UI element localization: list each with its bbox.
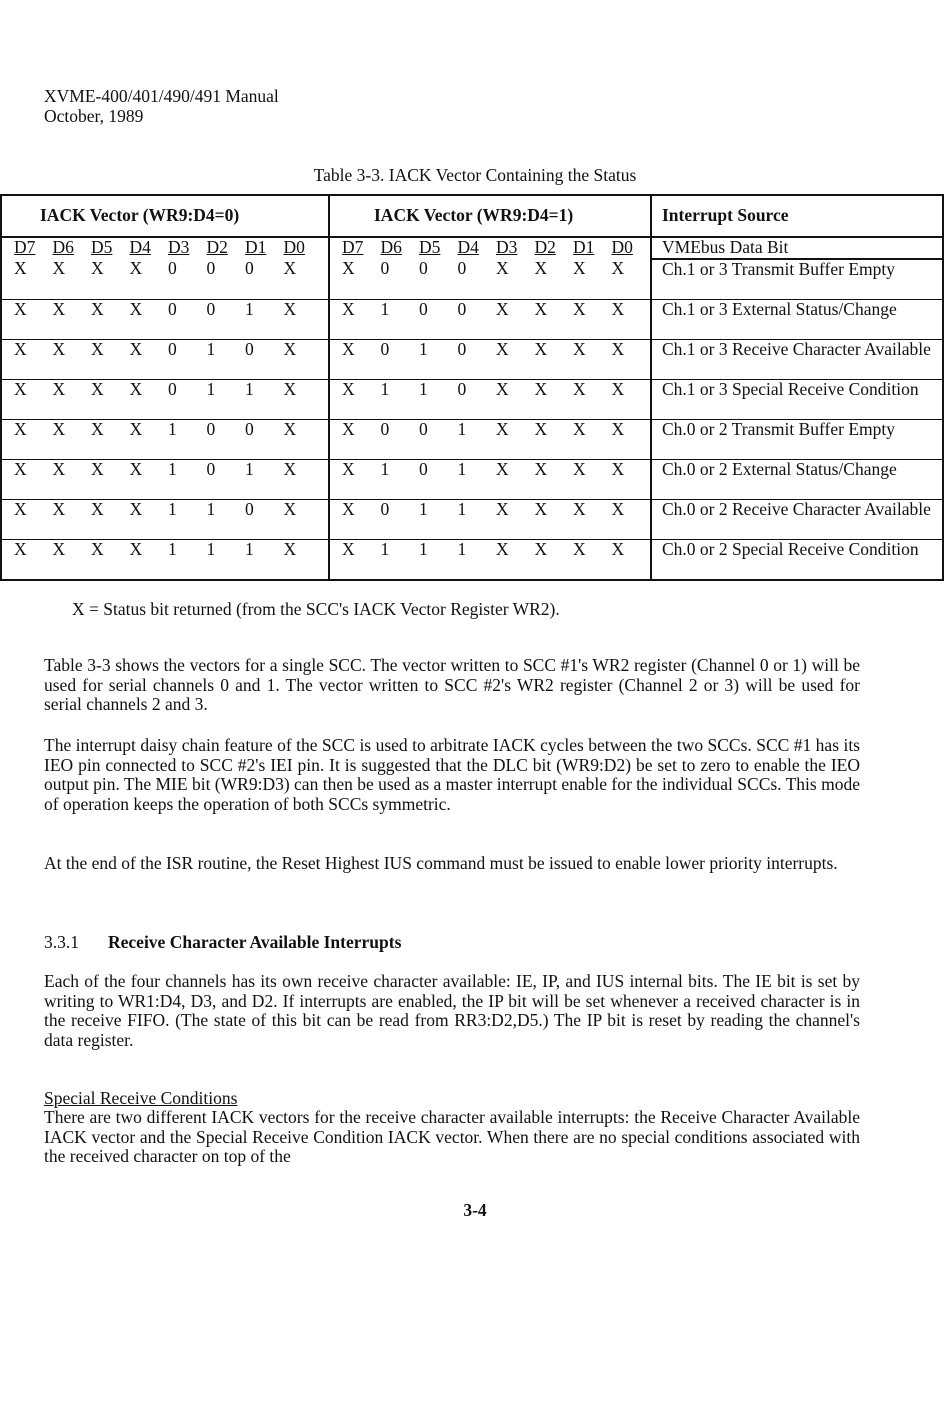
vector-wr9-d4-0-cell: [1, 340, 329, 380]
bit-value: 0: [419, 419, 428, 439]
bit-value: X: [91, 299, 104, 319]
bit-value: X: [342, 299, 355, 319]
bit-value: 1: [206, 339, 216, 359]
bit-value: X: [129, 379, 143, 399]
bit-value: 1: [168, 419, 177, 439]
bit-value: 1: [245, 299, 254, 319]
bit-value: 0: [380, 499, 390, 519]
bit-values: [330, 460, 650, 480]
bit-value: 0: [457, 379, 467, 399]
vector-wr9-d4-1-cell: [329, 540, 651, 581]
bit-value: X: [573, 339, 586, 359]
bit-value: X: [496, 339, 509, 359]
bit-value: X: [496, 459, 509, 479]
bit-value: 1: [457, 499, 467, 519]
vector-wr9-d4-0-cell: [1, 380, 329, 420]
bit-value: 1: [380, 539, 390, 559]
bit-value: 0: [457, 299, 467, 319]
bit-value: X: [91, 339, 104, 359]
bit-values: [330, 500, 650, 520]
bit-value: X: [52, 379, 66, 399]
table-note: X = Status bit returned (from the SCC's IACK Vector Register WR2).: [72, 599, 560, 619]
col-header-wr9-d4-0: IACK Vector (WR9:D4=0): [1, 195, 329, 237]
vector-wr9-d4-1-cell: [329, 500, 651, 540]
bit-values: [2, 460, 328, 480]
bit-value: X: [573, 258, 586, 278]
subheading-special-receive: Special Receive Conditions: [44, 1088, 238, 1108]
bit-value: 1: [380, 299, 390, 319]
source-header-vmebus: VMEbus Data Bit: [651, 237, 943, 259]
bit-label: D6: [380, 237, 402, 257]
interrupt-source-text: Ch.0 or 2 External Status/Change: [662, 459, 897, 479]
interrupt-source-text: Ch.1 or 3 External Status/Change: [662, 299, 897, 319]
bit-value: 0: [245, 339, 254, 359]
bit-values: [330, 380, 650, 400]
bit-value: X: [14, 258, 27, 278]
bit-value: X: [342, 499, 355, 519]
bit-value: 1: [380, 379, 390, 399]
bit-value: 1: [168, 539, 177, 559]
bit-value: X: [611, 339, 625, 359]
bit-value: X: [342, 379, 355, 399]
bit-values: [2, 259, 328, 279]
bit-value: X: [573, 299, 586, 319]
bit-value: 1: [419, 539, 428, 559]
bit-value: X: [283, 379, 297, 399]
vector-wr9-d4-1-cell: [329, 340, 651, 380]
bit-value: X: [342, 539, 355, 559]
bit-value: X: [534, 379, 548, 399]
bit-value: X: [496, 379, 509, 399]
bit-label: D2: [206, 237, 228, 257]
table-row: [1, 340, 943, 380]
vector-wr9-d4-0-cell: [1, 500, 329, 540]
col-header-wr9-d4-1: IACK Vector (WR9:D4=1): [329, 195, 651, 237]
interrupt-source-cell: [651, 380, 943, 420]
bit-value: 0: [168, 339, 177, 359]
bit-label: D3: [496, 237, 518, 257]
interrupt-source-text: Ch.0 or 2 Receive Character Available: [662, 499, 931, 519]
vector-wr9-d4-1-cell: [329, 380, 651, 420]
bit-value: X: [91, 419, 104, 439]
bit-value: 0: [380, 419, 390, 439]
bit-value: 1: [457, 419, 467, 439]
bit-value: X: [91, 379, 104, 399]
bit-label: D1: [573, 237, 595, 257]
table-row: [1, 300, 943, 340]
bit-label: D5: [91, 237, 113, 257]
bit-value: 0: [380, 258, 390, 278]
bit-value: X: [283, 539, 297, 559]
bit-value: X: [91, 539, 104, 559]
iack-vector-table: [0, 194, 944, 581]
interrupt-source-text: Ch.1 or 3 Transmit Buffer Empty: [662, 259, 896, 279]
bit-value: X: [283, 459, 297, 479]
bit-value: X: [91, 459, 104, 479]
paragraph-isr-reset: At the end of the ISR routine, the Reset Highest IUS command must be issued to enable lower priority interrupts.: [44, 853, 838, 873]
table-bit-label-row: [1, 237, 943, 259]
bit-value: 1: [206, 499, 216, 519]
bit-label: D2: [534, 237, 556, 257]
bit-value: X: [129, 419, 143, 439]
bit-value: X: [611, 419, 625, 439]
bit-value: 0: [419, 258, 428, 278]
bit-value: 0: [380, 339, 390, 359]
interrupt-source-cell: [651, 460, 943, 500]
bit-value: 0: [206, 419, 216, 439]
bit-value: 1: [419, 499, 428, 519]
bit-value: X: [129, 539, 143, 559]
bit-value: 1: [245, 459, 254, 479]
table-row: [1, 259, 943, 300]
bit-label: D4: [457, 237, 479, 257]
bit-labels-group-1: [330, 238, 650, 258]
bit-value: X: [534, 419, 548, 439]
bit-value: 1: [206, 539, 216, 559]
col-header-interrupt-source: Interrupt Source: [651, 195, 943, 237]
bit-value: X: [14, 379, 27, 399]
table-row: [1, 380, 943, 420]
bit-values: [2, 300, 328, 320]
bit-value: X: [611, 539, 625, 559]
bit-label: D7: [342, 237, 364, 257]
bit-value: X: [14, 459, 27, 479]
bit-value: X: [534, 339, 548, 359]
bit-value: X: [52, 459, 66, 479]
bit-value: X: [496, 539, 509, 559]
bit-value: 1: [168, 499, 177, 519]
bit-value: X: [14, 299, 27, 319]
bit-value: X: [14, 419, 27, 439]
bit-value: X: [611, 379, 625, 399]
section-title: Receive Character Available Interrupts: [108, 932, 402, 952]
bit-value: X: [342, 419, 355, 439]
bit-value: X: [534, 258, 548, 278]
bit-value: 1: [380, 459, 390, 479]
bit-value: X: [91, 258, 104, 278]
bit-value: X: [496, 299, 509, 319]
bit-value: X: [52, 499, 66, 519]
interrupt-source-text: Ch.1 or 3 Receive Character Available: [662, 339, 931, 359]
bit-value: 0: [168, 379, 177, 399]
bit-value: 1: [457, 539, 467, 559]
vector-wr9-d4-1-cell: [329, 300, 651, 340]
bit-value: X: [14, 499, 27, 519]
bit-value: 0: [206, 258, 216, 278]
bit-value: X: [283, 299, 297, 319]
bit-value: X: [342, 459, 355, 479]
paragraph-table-description: Table 3-3 shows the vectors for a single SCC. The vector written to SCC #1's WR2 register (Channel 0 or 1) will be used for serial channels 0 and 1. The vector written to SCC #2's WR2 register (Channel 2 or 3) will be used for serial channels 2 and 3.: [44, 655, 860, 714]
bit-value: 0: [206, 459, 216, 479]
interrupt-source-cell: [651, 259, 943, 300]
vector-wr9-d4-0-cell: [1, 460, 329, 500]
bit-value: 0: [419, 299, 428, 319]
bit-value: X: [283, 499, 297, 519]
bit-value: 0: [419, 459, 428, 479]
bit-value: 1: [419, 379, 428, 399]
bit-value: 1: [419, 339, 428, 359]
bit-value: 1: [206, 379, 216, 399]
section-heading: [44, 932, 401, 953]
paragraph-special-receive: There are two different IACK vectors for the receive character available interrupts: the Receive Character Available IACK vector and the Special Receive Condition IACK vector. When there are no special conditions associated with the received character on top of the: [44, 1107, 860, 1166]
bit-value: X: [534, 499, 548, 519]
bit-values: [2, 500, 328, 520]
bit-value: 0: [457, 258, 467, 278]
bit-value: X: [534, 299, 548, 319]
interrupt-source-cell: [651, 420, 943, 460]
bit-values: [2, 340, 328, 360]
table-row: [1, 460, 943, 500]
interrupt-source-cell: [651, 340, 943, 380]
bit-values: [330, 340, 650, 360]
bit-value: X: [573, 459, 586, 479]
bit-value: X: [14, 539, 27, 559]
bit-value: 0: [245, 499, 254, 519]
bit-value: X: [91, 499, 104, 519]
bit-value: X: [52, 539, 66, 559]
bit-value: X: [283, 419, 297, 439]
bit-value: X: [14, 339, 27, 359]
bit-value: 0: [245, 258, 254, 278]
bit-value: X: [573, 539, 586, 559]
bit-label: D0: [283, 237, 305, 257]
table-row: [1, 540, 943, 581]
bit-value: X: [129, 499, 143, 519]
interrupt-source-cell: [651, 540, 943, 581]
bit-values: [330, 259, 650, 279]
interrupt-source-cell: [651, 500, 943, 540]
manual-title: XVME-400/401/490/491 Manual: [44, 86, 279, 106]
interrupt-source-cell: [651, 300, 943, 340]
table-body: [1, 259, 943, 580]
vector-wr9-d4-0-cell: [1, 540, 329, 581]
bit-value: X: [573, 499, 586, 519]
bit-labels-group-0: [2, 238, 328, 258]
bit-label: D6: [52, 237, 74, 257]
vector-wr9-d4-1-cell: [329, 420, 651, 460]
paragraph-daisy-chain: The interrupt daisy chain feature of the SCC is used to arbitrate IACK cycles between the two SCCs. SCC #1 has its IEO pin connected to SCC #2's IEI pin. It is suggested that the DLC bit (WR9:D2) be set to zero to enable the IEO output pin. The MIE bit (WR9:D3) can then be used as a master interrupt enable for the individual SCCs. This mode of operation keeps the operation of both SCCs symmetric.: [44, 735, 860, 814]
bit-values: [2, 540, 328, 560]
vector-wr9-d4-0-cell: [1, 420, 329, 460]
bit-values: [2, 380, 328, 400]
bit-value: X: [534, 459, 548, 479]
bit-value: X: [342, 339, 355, 359]
bit-values: [2, 420, 328, 440]
vector-wr9-d4-0-cell: [1, 300, 329, 340]
bit-value: 0: [457, 339, 467, 359]
bit-value: X: [496, 258, 509, 278]
bit-value: X: [129, 459, 143, 479]
bit-value: X: [52, 258, 66, 278]
bit-value: X: [573, 379, 586, 399]
document-header: [44, 86, 279, 126]
bit-value: X: [129, 339, 143, 359]
bit-value: X: [573, 419, 586, 439]
bit-value: X: [534, 539, 548, 559]
vector-wr9-d4-1-cell: [329, 259, 651, 300]
bit-value: X: [52, 419, 66, 439]
bit-label: D3: [168, 237, 190, 257]
bit-value: 1: [245, 539, 254, 559]
bit-value: X: [52, 339, 66, 359]
bit-value: 1: [245, 379, 254, 399]
bit-value: X: [283, 258, 297, 278]
table-group-header-row: [1, 195, 943, 237]
bit-value: X: [611, 499, 625, 519]
paragraph-receive-interrupts: Each of the four channels has its own receive character available: IE, IP, and IUS internal bits. The IE bit is set by writing to WR1:D4, D3, and D2. If interrupts are enabled, the IP bit will be set whenever a received character is in the receive FIFO. (The state of this bit can be read from RR3:D2,D5.) The IP bit is reset by reading the channel's data register.: [44, 971, 860, 1050]
bit-value: X: [611, 459, 625, 479]
bit-value: X: [283, 339, 297, 359]
bit-value: 0: [168, 299, 177, 319]
interrupt-source-text: Ch.0 or 2 Special Receive Condition: [662, 539, 919, 559]
bit-value: X: [611, 299, 625, 319]
bit-value: X: [129, 258, 143, 278]
interrupt-source-text: Ch.0 or 2 Transmit Buffer Empty: [662, 419, 896, 439]
bit-label: D5: [419, 237, 441, 257]
section-number: 3.3.1: [44, 932, 79, 952]
bit-label: D0: [611, 237, 633, 257]
interrupt-source-text: Ch.1 or 3 Special Receive Condition: [662, 379, 919, 399]
bit-value: 0: [206, 299, 216, 319]
bit-value: 0: [168, 258, 177, 278]
page-number: 3-4: [463, 1200, 487, 1220]
bit-values: [330, 540, 650, 560]
bit-value: X: [52, 299, 66, 319]
table-row: [1, 420, 943, 460]
bit-value: X: [129, 299, 143, 319]
bit-values: [330, 300, 650, 320]
vector-wr9-d4-0-cell: [1, 259, 329, 300]
table-caption: Table 3-3. IACK Vector Containing the Status: [313, 165, 637, 185]
bit-value: X: [611, 258, 625, 278]
table-row: [1, 500, 943, 540]
bit-label: D4: [129, 237, 151, 257]
bit-value: X: [342, 258, 355, 278]
bit-value: X: [496, 419, 509, 439]
manual-date: October, 1989: [44, 106, 144, 126]
bit-value: 1: [168, 459, 177, 479]
vector-wr9-d4-1-cell: [329, 460, 651, 500]
bit-value: 0: [245, 419, 254, 439]
bit-label: D7: [14, 237, 36, 257]
bit-label: D1: [245, 237, 267, 257]
bit-value: X: [496, 499, 509, 519]
bit-values: [330, 420, 650, 440]
bit-value: 1: [457, 459, 467, 479]
